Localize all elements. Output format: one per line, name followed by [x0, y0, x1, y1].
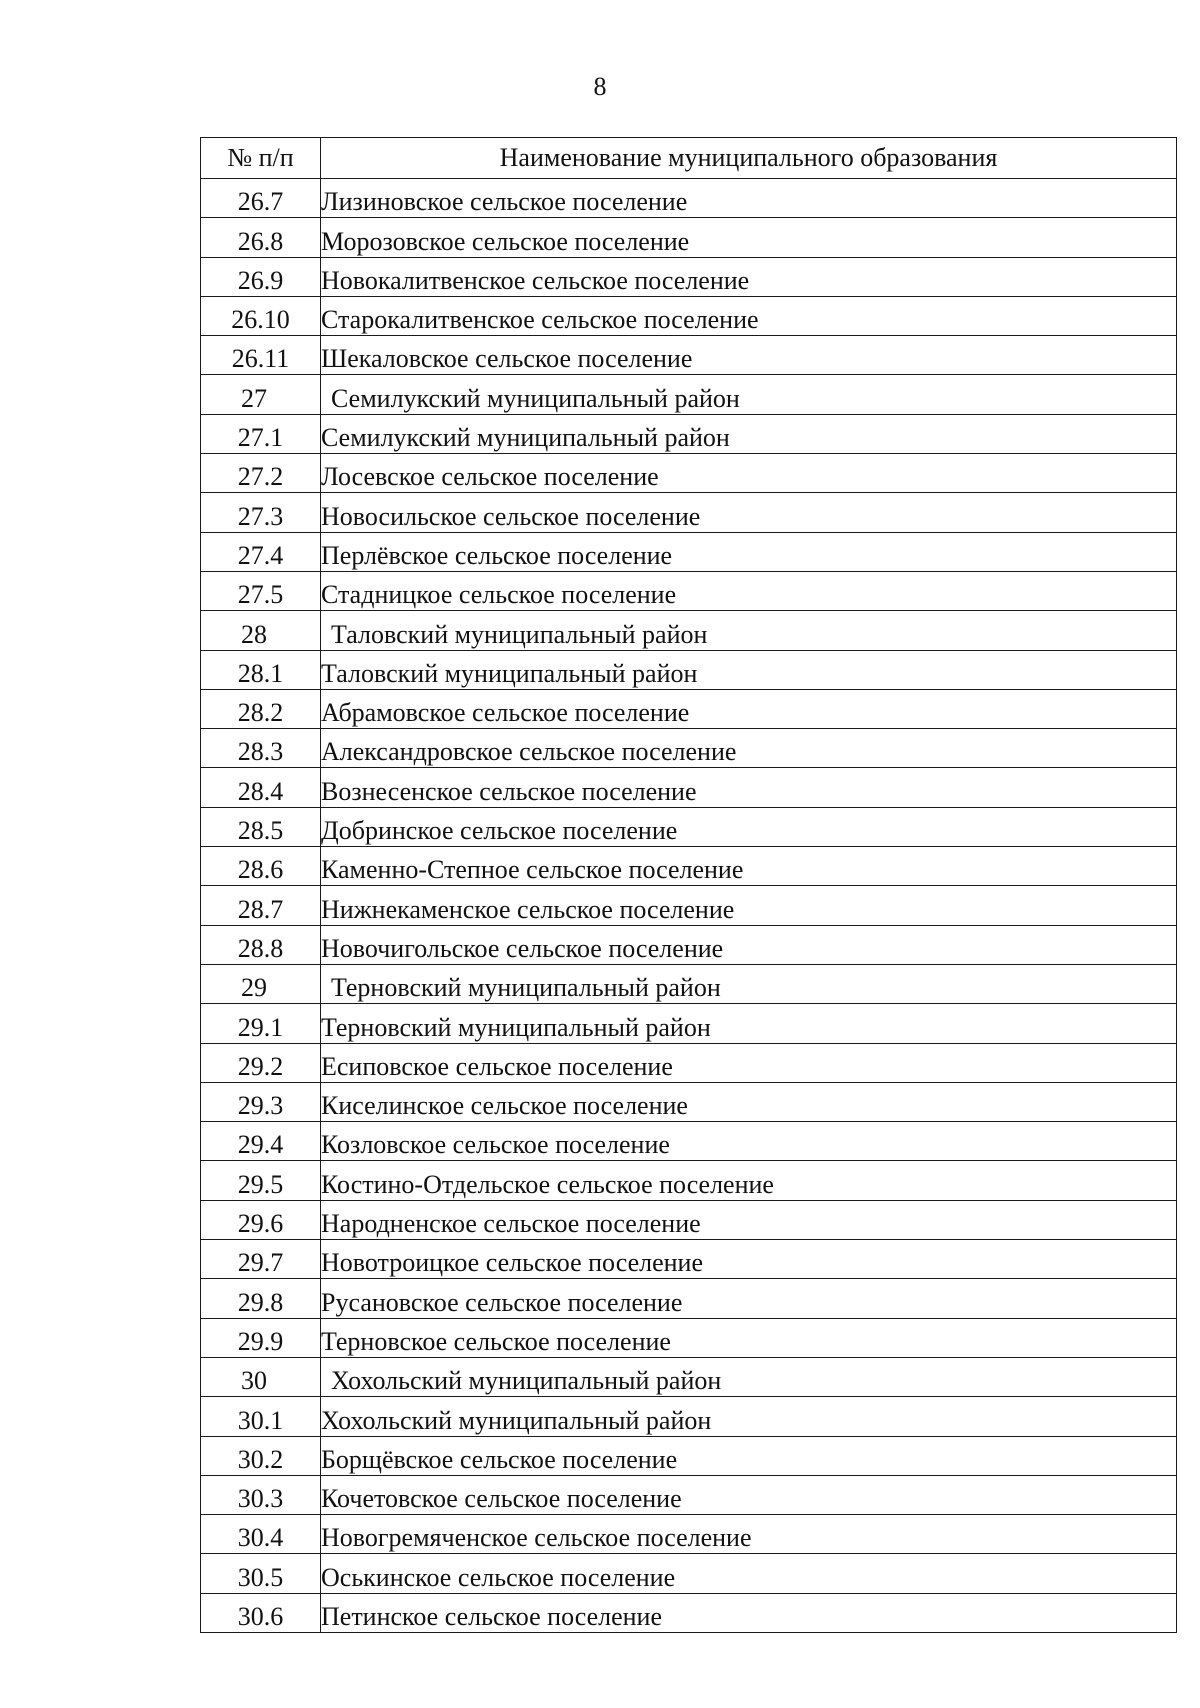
- row-number: 28: [201, 611, 321, 650]
- table-row: [201, 925, 1177, 964]
- row-name: Добринское сельское поселение: [321, 807, 1177, 846]
- table-row: [201, 847, 1177, 886]
- row-number: 27.2: [201, 454, 321, 493]
- column-header-name: Наименование муниципального образования: [321, 138, 1177, 179]
- table-row: [201, 1279, 1177, 1318]
- row-name: Терновский муниципальный район: [321, 964, 1177, 1003]
- row-name: Стадницкое сельское поселение: [321, 571, 1177, 610]
- row-number: 27: [201, 375, 321, 414]
- table-row: [201, 454, 1177, 493]
- table-row: [201, 1593, 1177, 1632]
- row-number: 29.9: [201, 1318, 321, 1357]
- row-name: Терновский муниципальный район: [321, 1004, 1177, 1043]
- row-number: 26.7: [201, 179, 321, 218]
- table-row: [201, 1200, 1177, 1239]
- table-row: [201, 1318, 1177, 1357]
- row-number: 26.11: [201, 336, 321, 375]
- table-row: [201, 1436, 1177, 1475]
- table-row: [201, 1554, 1177, 1593]
- row-name: Новотроицкое сельское поселение: [321, 1240, 1177, 1279]
- row-name: Лосевское сельское поселение: [321, 454, 1177, 493]
- page-number: 8: [593, 72, 607, 101]
- row-number: 28.8: [201, 925, 321, 964]
- row-number: 28.6: [201, 847, 321, 886]
- municipalities-table: [200, 137, 1177, 1633]
- table-row: [201, 1004, 1177, 1043]
- table-row: [201, 414, 1177, 453]
- row-number: 30: [201, 1357, 321, 1396]
- table-row: [201, 689, 1177, 728]
- row-name: Хохольский муниципальный район: [321, 1357, 1177, 1396]
- row-number: 26.8: [201, 218, 321, 257]
- row-number: 28.3: [201, 729, 321, 768]
- row-number: 29.7: [201, 1240, 321, 1279]
- table-row-district: [201, 611, 1177, 650]
- table-row: [201, 218, 1177, 257]
- row-number: 28.4: [201, 768, 321, 807]
- row-number: 29.2: [201, 1043, 321, 1082]
- table-row: [201, 1043, 1177, 1082]
- row-name: Козловское сельское поселение: [321, 1122, 1177, 1161]
- row-name: Есиповское сельское поселение: [321, 1043, 1177, 1082]
- table-row: [201, 1515, 1177, 1554]
- table-row: [201, 807, 1177, 846]
- table-row: [201, 493, 1177, 532]
- table-row-district: [201, 375, 1177, 414]
- table-row: [201, 729, 1177, 768]
- row-number: 28.7: [201, 886, 321, 925]
- column-header-number: № п/п: [201, 138, 321, 179]
- row-number: 27.3: [201, 493, 321, 532]
- row-name: Киселинское сельское поселение: [321, 1082, 1177, 1121]
- table-row-district: [201, 964, 1177, 1003]
- row-name: Семилукский муниципальный район: [321, 375, 1177, 414]
- row-name: Кочетовское сельское поселение: [321, 1475, 1177, 1514]
- row-name: Старокалитвенское сельское поселение: [321, 296, 1177, 335]
- row-name: Новокалитвенское сельское поселение: [321, 257, 1177, 296]
- row-name: Хохольский муниципальный район: [321, 1397, 1177, 1436]
- row-number: 27.4: [201, 532, 321, 571]
- row-name: Народненское сельское поселение: [321, 1200, 1177, 1239]
- table-header-row: [201, 138, 1177, 179]
- row-name: Вознесенское сельское поселение: [321, 768, 1177, 807]
- row-number: 30.3: [201, 1475, 321, 1514]
- row-number: 29.5: [201, 1161, 321, 1200]
- row-name: Оськинское сельское поселение: [321, 1554, 1177, 1593]
- row-number: 29.6: [201, 1200, 321, 1239]
- row-name: Костино-Отдельское сельское поселение: [321, 1161, 1177, 1200]
- row-name: Новосильское сельское поселение: [321, 493, 1177, 532]
- row-number: 29.8: [201, 1279, 321, 1318]
- table-row: [201, 1397, 1177, 1436]
- row-number: 29: [201, 964, 321, 1003]
- table-row: [201, 336, 1177, 375]
- table-row: [201, 296, 1177, 335]
- table-row: [201, 179, 1177, 218]
- table-row: [201, 1122, 1177, 1161]
- row-name: Нижнекаменское сельское поселение: [321, 886, 1177, 925]
- row-name: Шекаловское сельское поселение: [321, 336, 1177, 375]
- row-name: Абрамовское сельское поселение: [321, 689, 1177, 728]
- row-number: 27.5: [201, 571, 321, 610]
- table-row: [201, 886, 1177, 925]
- row-name: Каменно-Степное сельское поселение: [321, 847, 1177, 886]
- row-number: 30.2: [201, 1436, 321, 1475]
- row-number: 27.1: [201, 414, 321, 453]
- table-row: [201, 1161, 1177, 1200]
- table-row: [201, 1475, 1177, 1514]
- row-number: 30.5: [201, 1554, 321, 1593]
- row-number: 30.6: [201, 1593, 321, 1632]
- row-number: 29.4: [201, 1122, 321, 1161]
- row-number: 26.10: [201, 296, 321, 335]
- row-name: Таловский муниципальный район: [321, 611, 1177, 650]
- row-number: 26.9: [201, 257, 321, 296]
- row-name: Новогремяченское сельское поселение: [321, 1515, 1177, 1554]
- row-name: Русановское сельское поселение: [321, 1279, 1177, 1318]
- row-name: Александровское сельское поселение: [321, 729, 1177, 768]
- table-row: [201, 571, 1177, 610]
- table-row: [201, 768, 1177, 807]
- row-number: 29.3: [201, 1082, 321, 1121]
- row-name: Лизиновское сельское поселение: [321, 179, 1177, 218]
- row-name: Новочигольское сельское поселение: [321, 925, 1177, 964]
- row-name: Петинское сельское поселение: [321, 1593, 1177, 1632]
- row-number: 28.2: [201, 689, 321, 728]
- table-row-district: [201, 1357, 1177, 1396]
- table-row: [201, 1240, 1177, 1279]
- table-row: [201, 1082, 1177, 1121]
- row-number: 28.5: [201, 807, 321, 846]
- table-row: [201, 650, 1177, 689]
- row-number: 30.1: [201, 1397, 321, 1436]
- row-name: Морозовское сельское поселение: [321, 218, 1177, 257]
- row-name: Перлёвское сельское поселение: [321, 532, 1177, 571]
- row-name: Терновское сельское поселение: [321, 1318, 1177, 1357]
- row-number: 29.1: [201, 1004, 321, 1043]
- table-row: [201, 257, 1177, 296]
- row-name: Борщёвское сельское поселение: [321, 1436, 1177, 1475]
- row-name: Семилукский муниципальный район: [321, 414, 1177, 453]
- row-name: Таловский муниципальный район: [321, 650, 1177, 689]
- row-number: 28.1: [201, 650, 321, 689]
- row-number: 30.4: [201, 1515, 321, 1554]
- table-row: [201, 532, 1177, 571]
